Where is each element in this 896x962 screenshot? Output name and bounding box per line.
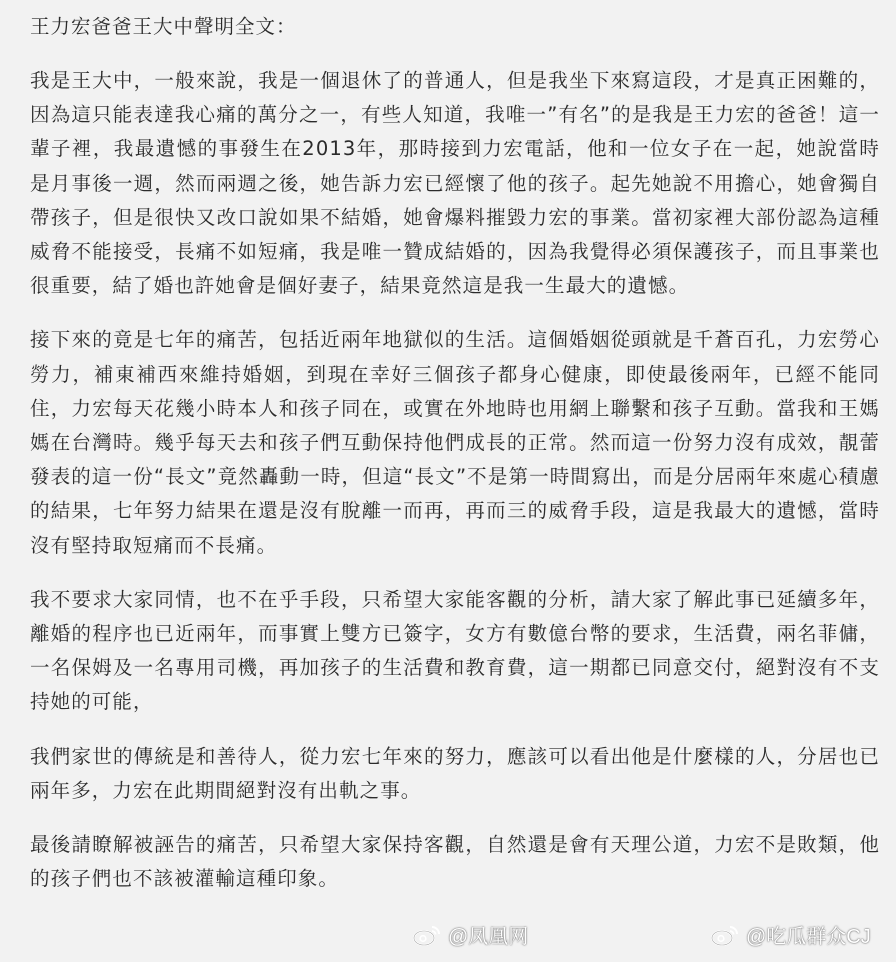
statement-title: 王力宏爸爸王大中聲明全文：: [30, 15, 297, 38]
statement-document: [30, 9, 880, 916]
weibo-icon: [710, 923, 740, 947]
watermark-right-text: @吃瓜群众CJ: [746, 926, 871, 948]
paragraph-5: 最後請瞭解被誣告的痛苦，只希望大家保持客觀，自然還是會有天理公道，力宏不是敗類，他的孩子們也不該被灌輸這種印象。: [30, 833, 880, 891]
paragraph-4: 我們家世的傳統是和善待人，從力宏七年來的努力，應該可以看出他是什麼樣的人，分居也已兩年多，力宏在此期間絕對沒有出軌之事。: [30, 744, 880, 802]
paragraph-3: 我不要求大家同情，也不在乎手段，只希望大家能客觀的分析，請大家了解此事已延續多年，離婚的程序也已近兩年，而事實上雙方已簽字，女方有數億台幣的要求，生活費，兩名菲傭，一名保姆及一名專用司機，再加孩子的生活費和教育費，這一期都已同意交付，絕對沒有不支持她的可能，: [30, 587, 880, 714]
watermark-left: [412, 920, 528, 949]
watermark-left-text: @凤凰网: [448, 926, 529, 948]
paragraph-2: 接下來的竟是七年的痛苦，包括近兩年地獄似的生活。這個婚姻從頭就是千蒼百孔，力宏勞心勞力，補東補西來維持婚姻，到現在幸好三個孩子都身心健康，即使最後兩年，已經不能同住，力宏每天花幾小時本人和孩子同在，或實在外地時也用網上聯繫和孩子互動。當我和王媽媽在台灣時。幾乎每天去和孩子們互動保持他們成長的正常。然而這一份努力沒有成效，靚蕾發表的這一份“長文”竟然轟動一時，但這“長文”不是第一時間寫出，而是分居兩年來處心積慮的結果，七年努力結果在還是沒有脫離一而再，再而三的威脅手段，這是我最大的遺憾，當時沒有堅持取短痛而不長痛。: [30, 328, 880, 557]
watermark-right: [710, 920, 871, 949]
paragraph-1: 我是王大中，一般來說，我是一個退休了的普通人，但是我坐下來寫這段，才是真正困難的，因為這只能表達我心痛的萬分之一，有些人知道，我唯一”有名”的是我是王力宏的爸爸！這一輩子裡，我最遺憾的事發生在2013年，那時接到力宏電話，他和一位女子在一起，她說當時是月事後一週，然而兩週之後，她告訴力宏已經懷了他的孩子。起先她說不用擔心，她會獨自帶孩子，但是很快又改口說如果不結婚，她會爆料摧毀力宏的事業。當初家裡大部份認為這種威脅不能接受，長痛不如短痛，我是唯一贊成結婚的，因為我覺得必須保護孩子，而且事業也很重要，結了婚也許她會是個好妻子，結果竟然這是我一生最大的遺憾。: [30, 69, 880, 298]
weibo-icon: [412, 923, 442, 947]
